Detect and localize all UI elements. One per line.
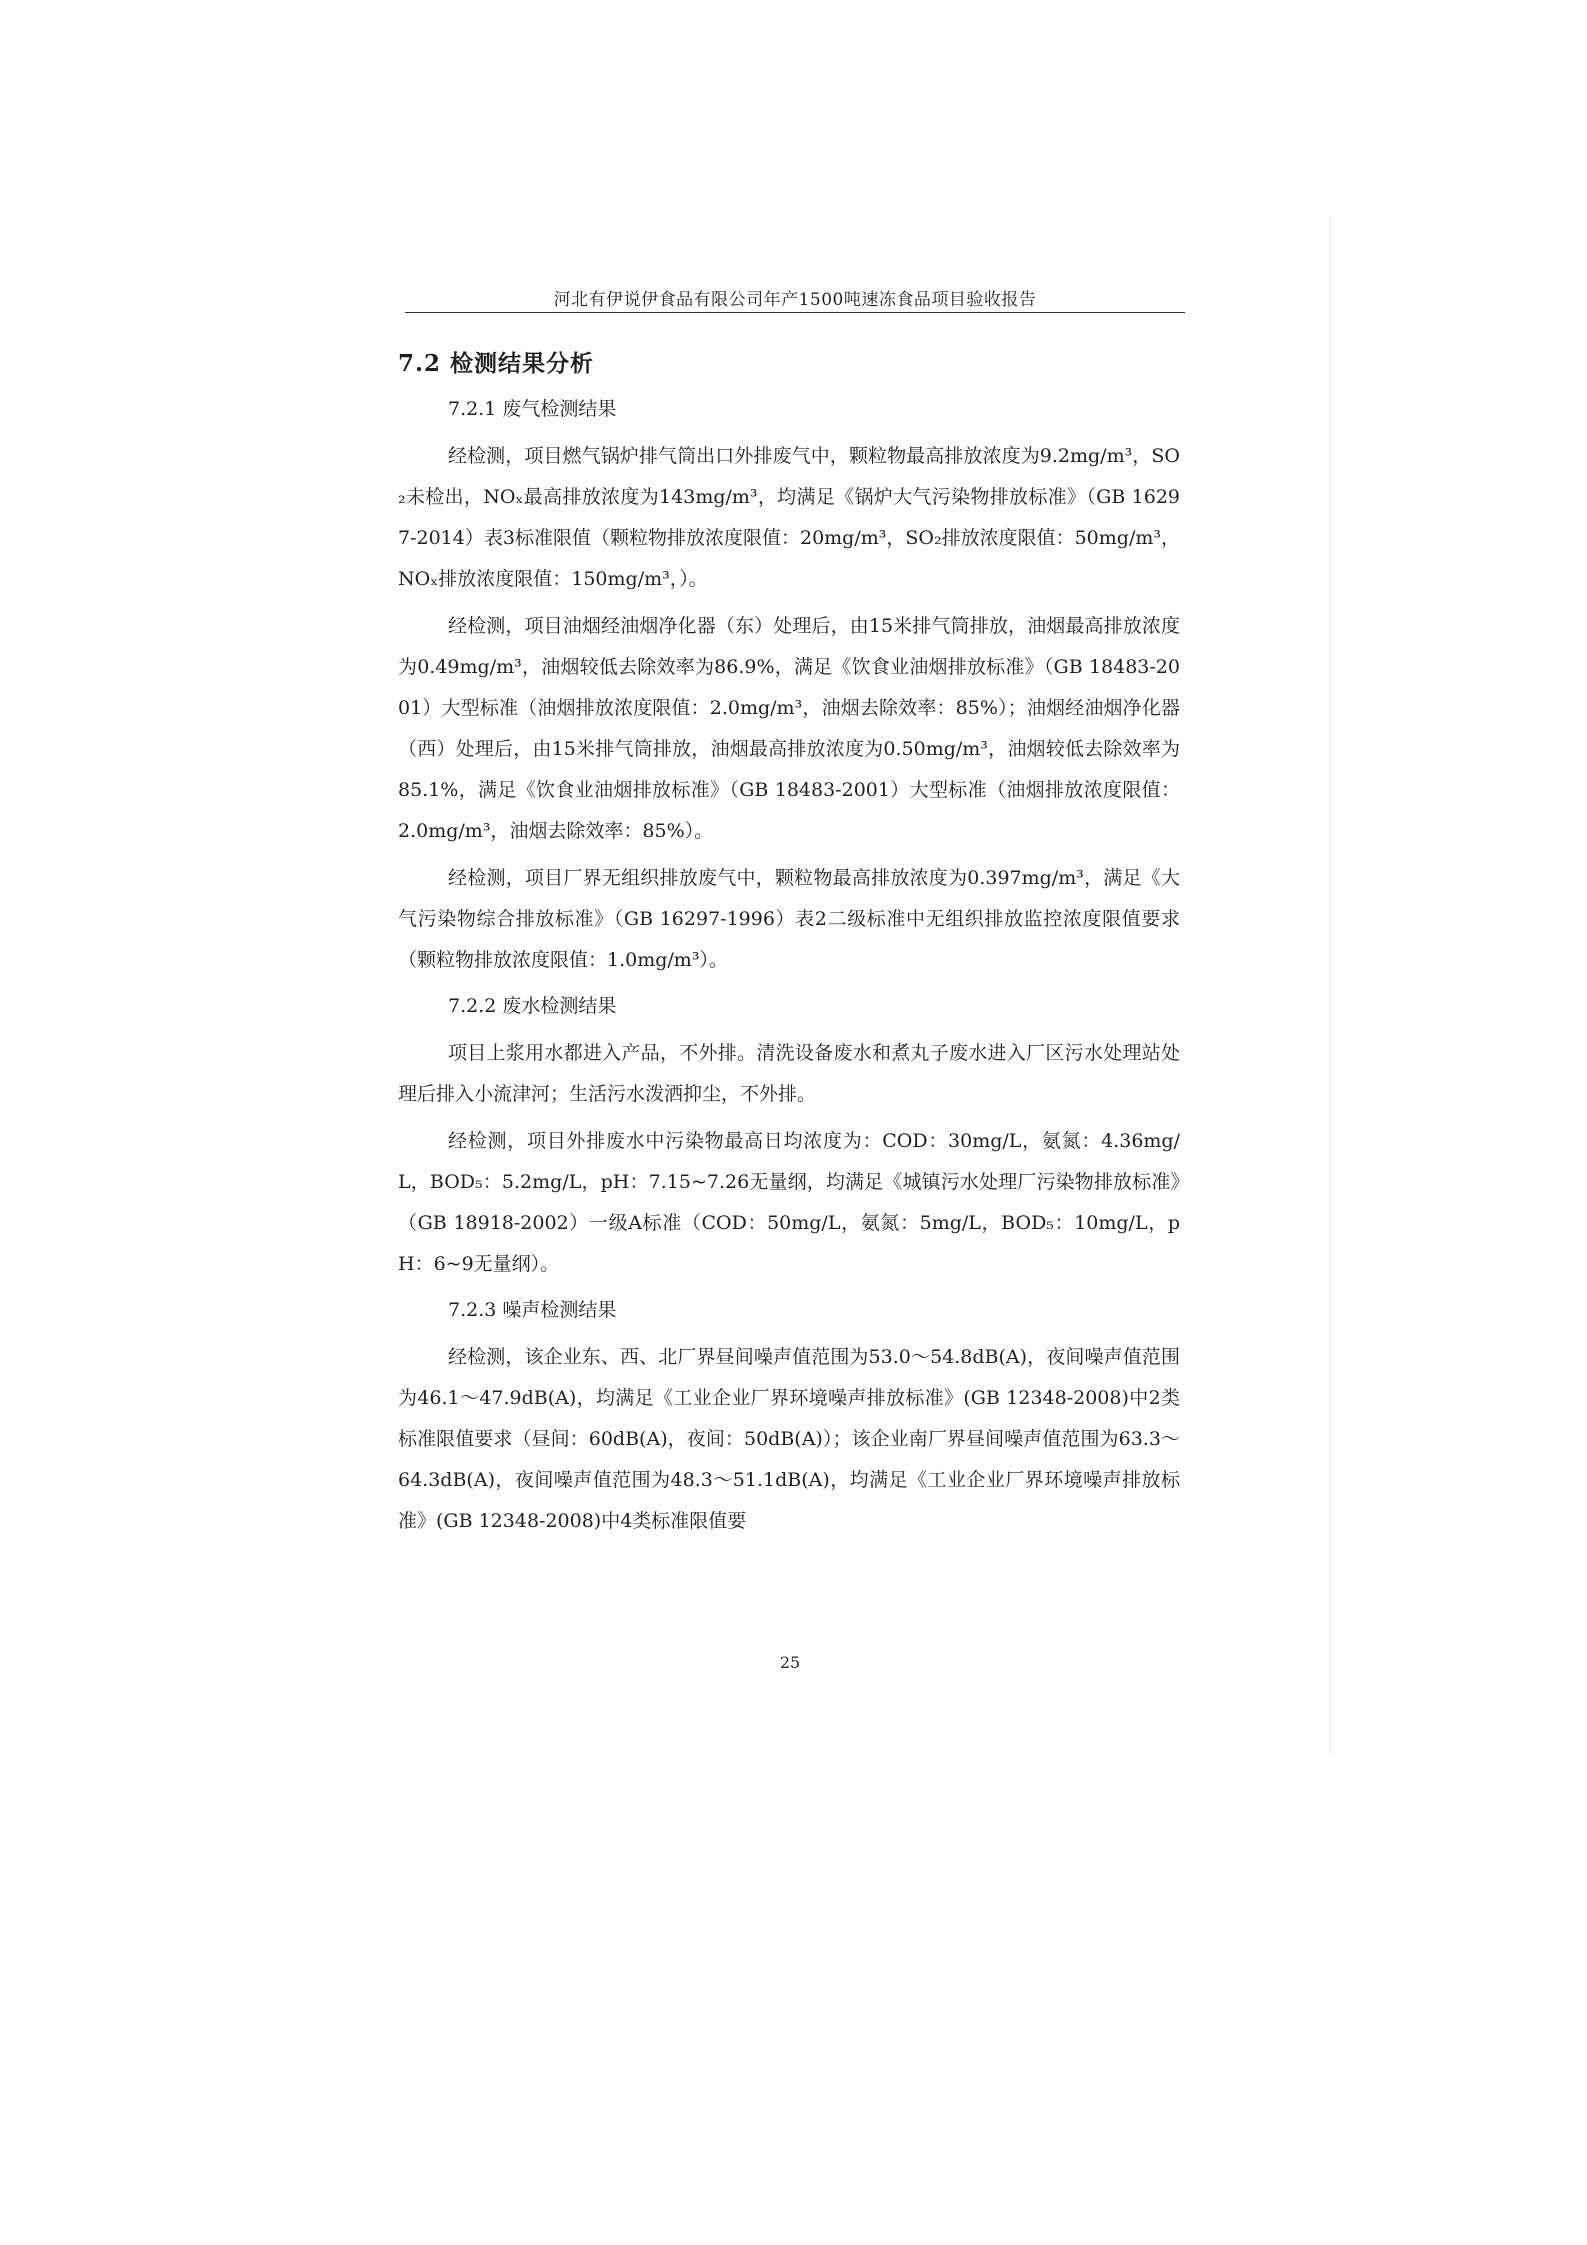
boiler-emission-paragraph: 经检测，项目燃气锅炉排气筒出口外排废气中，颗粒物最高排放浓度为9.2mg/m³，SO₂未检出，NOₓ最高排放浓度为143mg/m³，均满足《锅炉大气污染物排放标准》（GB 16297-2014）表3标准限值（颗粒物排放浓度限值：20mg/m³，SO₂排放浓度限值：50mg/m³，NOₓ排放浓度限值：150mg/m³，）。: [398, 445, 1180, 590]
noise-heading: 7.2.3 噪声检测结果: [448, 1299, 617, 1321]
page-edge-line: [1330, 215, 1331, 1755]
report-body: [398, 345, 1180, 1548]
noise-results-paragraph: 经检测，该企业东、西、北厂界昼间噪声值范围为53.0～54.8dB(A)，夜间噪声值范围为46.1～47.9dB(A)，均满足《工业企业厂界环境噪声排放标准》(GB 12348-2008)中2类标准限值要求（昼间：60dB(A)，夜间：50dB(A)）；该企业南厂界昼间噪声值范围为63.3～64.3dB(A)，夜间噪声值范围为48.3～51.1dB(A)，均满足《工业企业厂界环境噪声排放标准》(GB 12348-2008)中4类标准限值要: [398, 1346, 1180, 1532]
waste-water-heading: 7.2.2 废水检测结果: [448, 995, 617, 1017]
page-number: 25: [779, 1653, 801, 1672]
waste-gas-heading: 7.2.1 废气检测结果: [448, 398, 617, 420]
header-rule: [405, 312, 1185, 313]
noise-section: [398, 1291, 1180, 1542]
fugitive-emission-paragraph: 经检测，项目厂界无组织排放废气中，颗粒物最高排放浓度为0.397mg/m³，满足《大气污染物综合排放标准》（GB 16297-1996）表2二级标准中无组织排放监控浓度限值要求（颗粒物排放浓度限值：1.0mg/m³）。: [398, 867, 1180, 971]
running-header: 河北有伊说伊食品有限公司年产1500吨速冻食品项目验收报告: [553, 290, 1037, 310]
cooking-fume-paragraph: 经检测，项目油烟经油烟净化器（东）处理后，由15米排气筒排放，油烟最高排放浓度为0.49mg/m³，油烟较低去除效率为86.9%，满足《饮食业油烟排放标准》（GB 18483-2001）大型标准（油烟排放浓度限值：2.0mg/m³，油烟去除效率：85%）；油烟经油烟净化器（西）处理后，由15米排气筒排放，油烟最高排放浓度为0.50mg/m³，油烟较低去除效率为85.1%，满足《饮食业油烟排放标准》（GB 18483-2001）大型标准（油烟排放浓度限值：2.0mg/m³，油烟去除效率：85%）。: [398, 615, 1180, 842]
waste-gas-section: [398, 390, 1180, 981]
water-monitoring-paragraph: 经检测，项目外排废水中污染物最高日均浓度为：COD：30mg/L，氨氮：4.36mg/L，BOD₅：5.2mg/L，pH：7.15~7.26无量纲，均满足《城镇污水处理厂污染物排放标准》（GB 18918-2002）一级A标准（COD：50mg/L，氨氮：5mg/L，BOD₅：10mg/L，pH：6~9无量纲）。: [398, 1130, 1180, 1275]
section-heading: 7.2 检测结果分析: [398, 350, 595, 377]
water-disposal-paragraph: 项目上浆用水都进入产品，不外排。清洗设备废水和煮丸子废水进入厂区污水处理站处理后排入小流津河；生活污水泼洒抑尘，不外排。: [398, 1042, 1180, 1105]
waste-water-section: [398, 987, 1180, 1285]
